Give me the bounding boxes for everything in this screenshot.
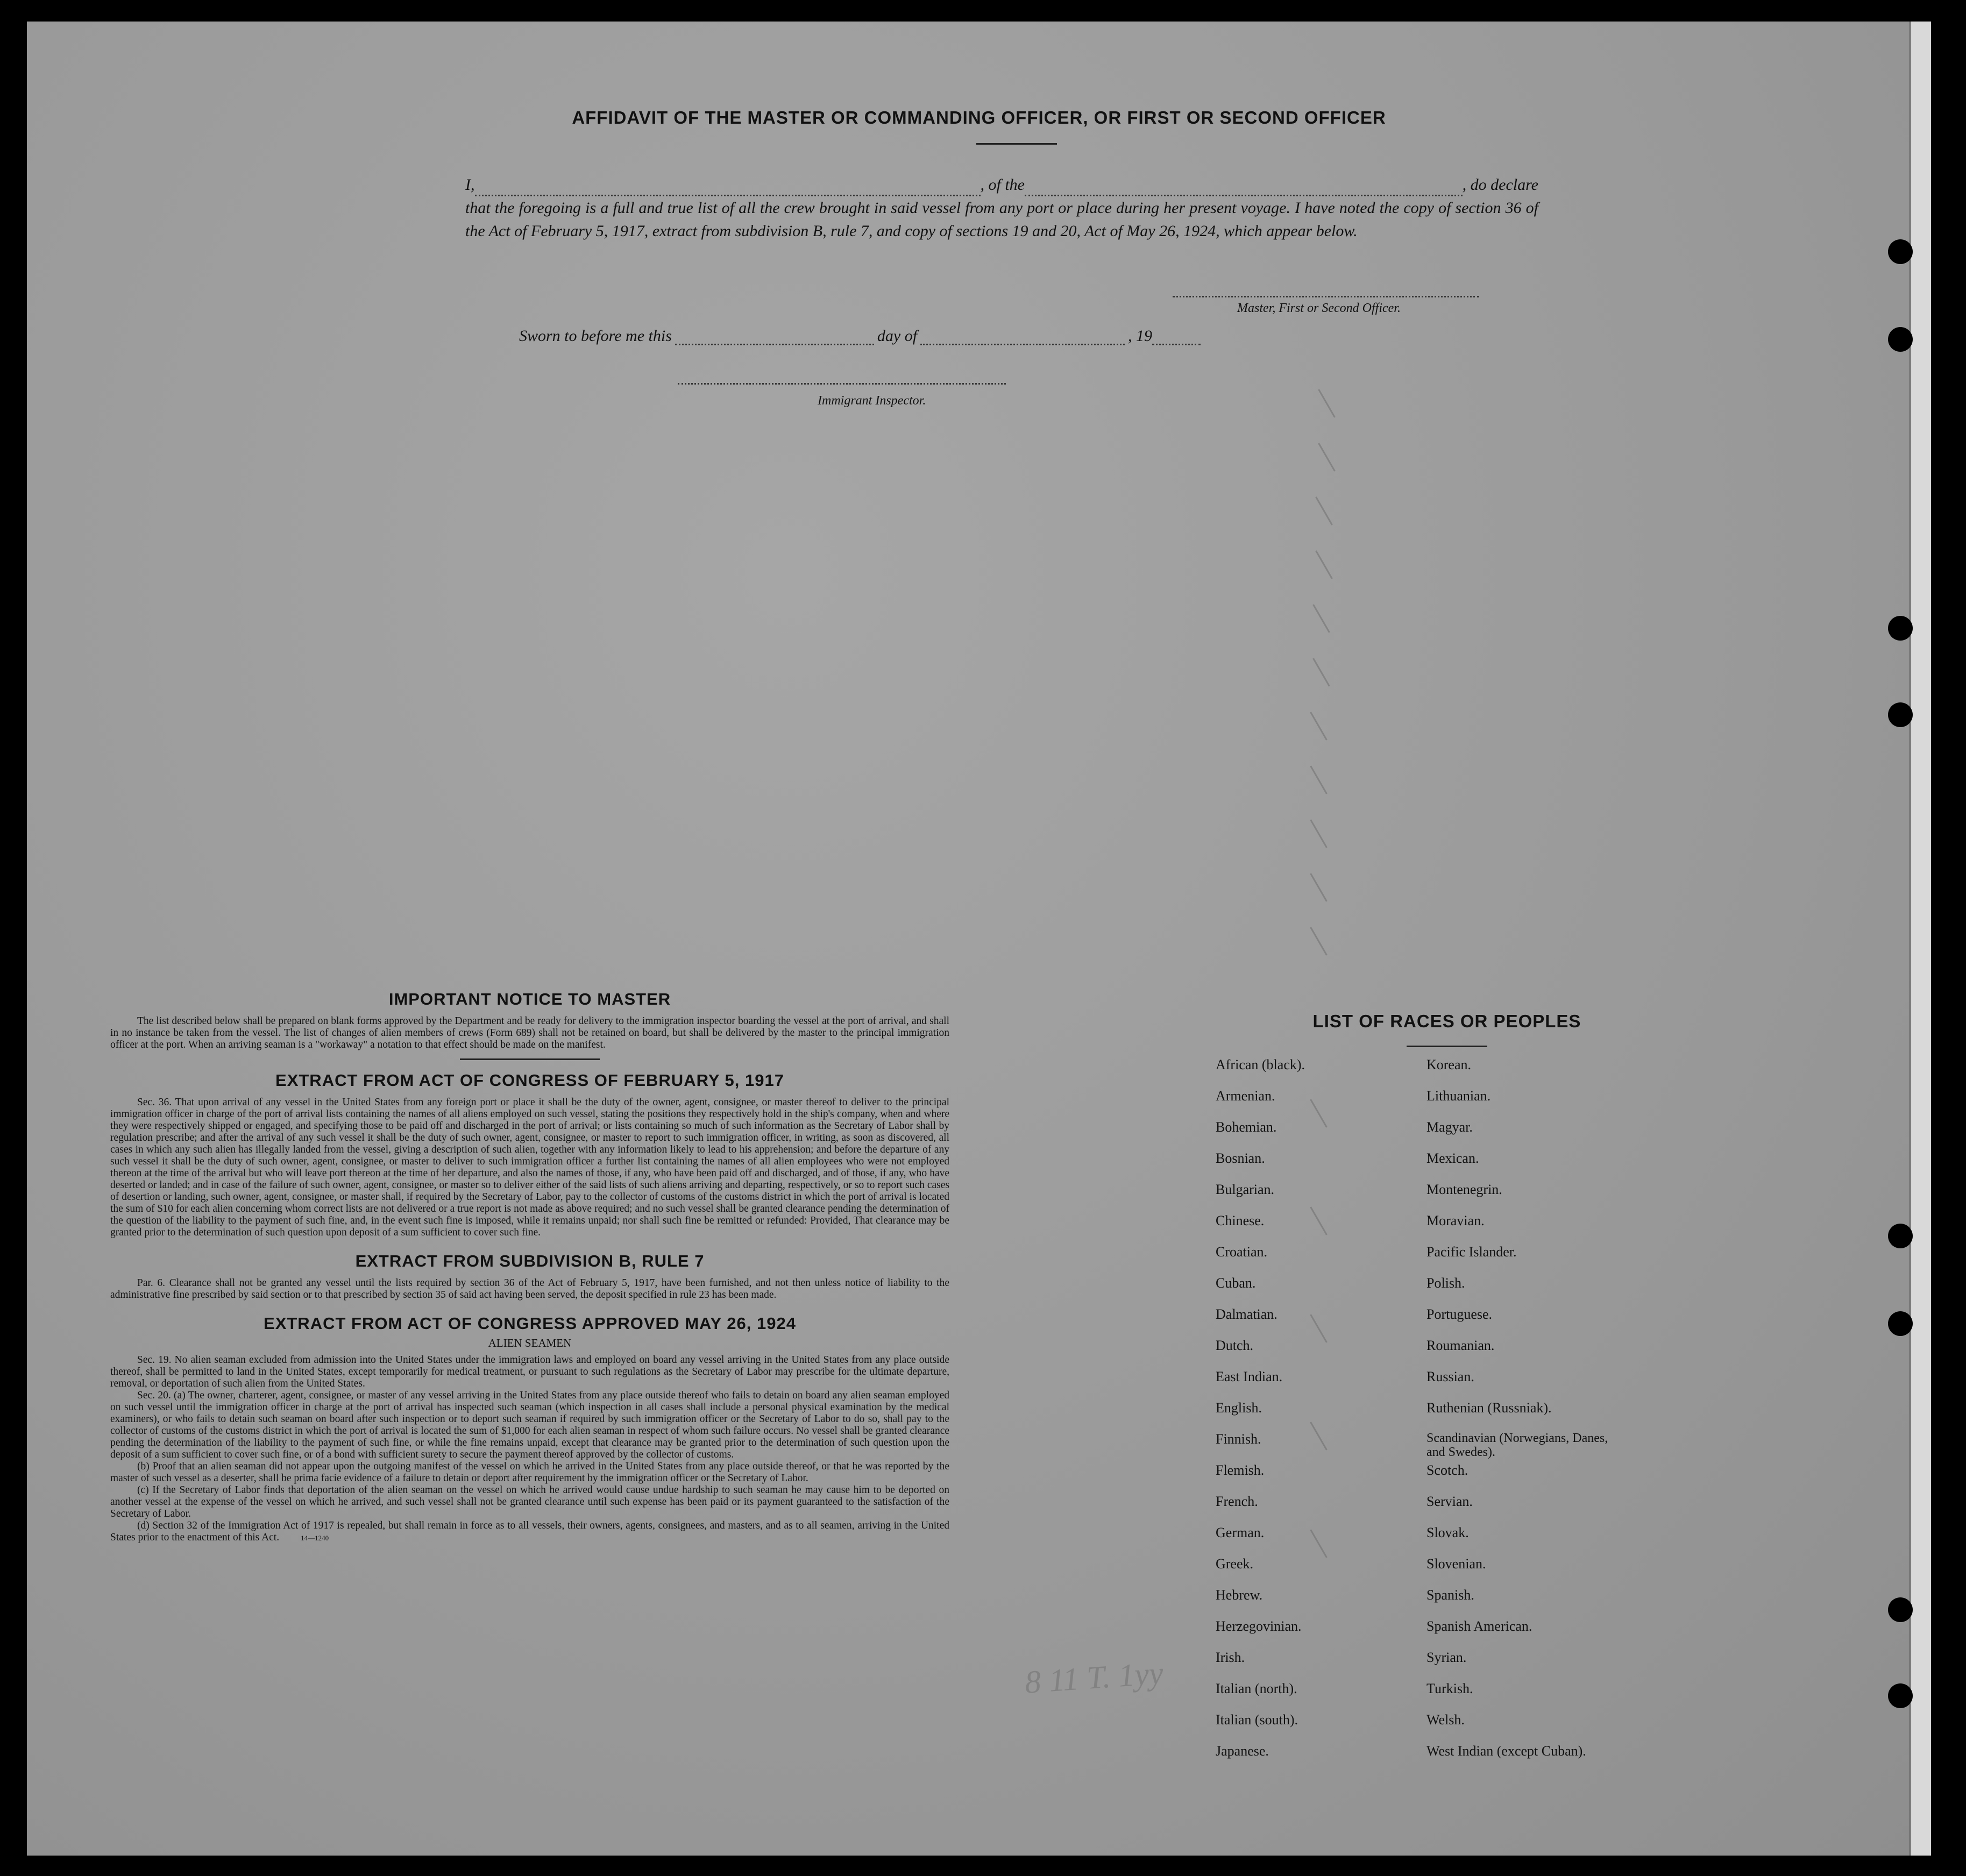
race-item: Japanese. — [1216, 1743, 1269, 1759]
races-column-left — [1216, 1057, 1409, 1783]
race-item: Korean. — [1426, 1057, 1472, 1072]
pencil-mark — [1312, 604, 1330, 633]
signature-line[interactable] — [1173, 296, 1479, 297]
race-item: Slovak. — [1426, 1525, 1469, 1540]
alien-seamen-subtitle: ALIEN SEAMEN — [488, 1337, 572, 1349]
inspector-signature-line[interactable] — [678, 383, 1006, 385]
race-item: Bohemian. — [1216, 1119, 1277, 1135]
pencil-mark — [1310, 927, 1328, 955]
vessel-blank[interactable] — [1025, 187, 1463, 196]
race-item: Ruthenian (Russniak). — [1426, 1400, 1552, 1416]
race-item: Montenegrin. — [1426, 1182, 1502, 1197]
pencil-mark — [1310, 765, 1328, 794]
races-title: LIST OF RACES OR PEOPLES — [1312, 1011, 1581, 1031]
race-item: Bulgarian. — [1216, 1182, 1275, 1197]
pencil-mark — [1315, 550, 1333, 579]
race-item: Dalmatian. — [1216, 1306, 1277, 1322]
race-item: Lithuanian. — [1426, 1088, 1491, 1104]
pencil-mark — [1315, 496, 1333, 525]
sworn-year-blank[interactable] — [1152, 336, 1201, 345]
punch-hole — [1888, 1683, 1913, 1708]
race-item: Roumanian. — [1426, 1338, 1495, 1353]
pencil-mark — [1310, 873, 1328, 901]
race-item: English. — [1216, 1400, 1262, 1416]
sec-20b-text: (b) Proof that an alien seaman did not appear upon the outgoing manifest of the vessel on which he arrived in the United States from any place outside thereof, or that he was reported by the master of such vessel as a deserter, shall be prima facie evidence of a failure to detain or deport after requirement by the immigration officer or the Secretary of Labor. — [110, 1461, 949, 1484]
extract-1917-text: Sec. 36. That upon arrival of any vessel in the United States from any foreign port or place it shall be the duty of the owner, agent, consignee, or master thereof to deliver to the principal immigration officer in charge of the port of arrival lists containing the names of all aliens employed on such vessel, stating the positions they respectively hold in the ship's company, when and where they were respectively shipped or engaged, and specifying those to be paid off and discharged in the port of arrival; or lists containing so much of such information as the Secretary of Labor shall by regulation prescribe; and after the arrival of any such vessel it shall be the duty of such owner, agent, consignee, or master to report to such immigration officer, in writing, as soon as discovered, all cases in which any such alien has illegally landed from the vessel, giving a description of such alien, together with any information likely to lead to his apprehension; and before the departure of any such vessel it shall be the duty of such owner, agent, consignee, or master to deliver to such immigration officer a further list containing the names of all alien employees who were not employed thereon at the time of the arrival but who will leave port thereon at the time of her departure, and also the names of those, if any, who have been paid off and discharged, and of those, if any, who have deserted or landed; and in case of the failure of such owner, agent, consignee, or master so to deliver either of the said lists of such aliens arriving and departing, respectively, or so to report such cases of desertion or landing, such owner, agent, consignee, or master shall, if required by the Secretary of Labor, pay to the collector of customs of the customs district in which the port of arrival is located the sum of $10 for each alien concerning whom correct lists are not delivered or a true report is not made as above required; and no such vessel shall be granted clearance pending the determination of the question of the liability to the payment of such fine, and, in the event such fine is imposed, while it remains unpaid; nor shall such fine be remitted or refunded: Provided, That clearance may be granted prior to the determination of such question upon deposit of a sum sufficient to cover such fine. — [110, 1097, 949, 1238]
sworn-line — [519, 327, 1272, 345]
race-item: Bosnian. — [1216, 1150, 1265, 1166]
race-item: Portuguese. — [1426, 1306, 1493, 1322]
sworn-date-blank[interactable] — [675, 336, 874, 345]
race-item: Armenian. — [1216, 1088, 1275, 1104]
name-blank[interactable] — [475, 187, 981, 196]
sec-20d-text — [110, 1520, 949, 1544]
punch-hole — [1888, 1597, 1913, 1622]
extract-1924-title: EXTRACT FROM ACT OF CONGRESS APPROVED MAY 26, 1924 — [264, 1314, 796, 1333]
divider — [1407, 1046, 1487, 1047]
punch-hole — [1888, 702, 1913, 727]
paper-edge — [1910, 22, 1931, 1856]
pencil-mark — [1318, 389, 1336, 417]
sworn-year: , 19 — [1128, 327, 1153, 345]
affidavit-text: that the foregoing is a full and true list of all the crew brought in said vessel from any port or place during her present voyage. I have noted the copy of section 36 of the Act of February 5, 1917, extract from subdivision B, rule 7, and copy of sections 19 and 20, Act of May 26, 1924, which appear below. — [465, 199, 1538, 240]
affidavit-body — [465, 173, 1538, 243]
extract-rule7-text: Par. 6. Clearance shall not be granted any vessel until the lists required by section 36 of the Act of February 5, 1917, have been furnished, and not then unless notice of liability to the administrative fine prescribed by said section or to that prescribed by section 35 of said act having been served, the deposit specified in rule 23 has been made. — [110, 1277, 949, 1301]
sec-20d-body: (d) Section 32 of the Immigration Act of 1917 is repealed, but shall remain in force as to all vessels, their owners, agents, consignees, and masters, and as to all seamen, arriving in the United States prior to the enactment of this Act. — [110, 1520, 949, 1543]
divider — [976, 143, 1057, 145]
signature-caption: Master, First or Second Officer. — [1237, 301, 1401, 315]
notice-title: IMPORTANT NOTICE TO MASTER — [388, 990, 671, 1008]
handwritten-annotation: 8 11 T. 1yy — [1023, 1655, 1165, 1700]
race-item: Flemish. — [1216, 1462, 1265, 1478]
punch-hole — [1888, 1224, 1913, 1248]
race-item: Servian. — [1426, 1494, 1473, 1509]
sec-20c-text: (c) If the Secretary of Labor finds that deportation of the alien seaman on the vessel on which he arrived would cause undue hardship to such seaman he may cause him to be deported on another vessel at the expense of the vessel on which he arrived, and such vessel shall not be granted clearance until such expense has been paid or its payment guaranteed to the satisfaction of the Secretary of Labor. — [110, 1484, 949, 1519]
race-item: Moravian. — [1426, 1213, 1485, 1228]
punch-hole — [1888, 616, 1913, 641]
punch-hole — [1888, 239, 1913, 264]
race-item: Slovenian. — [1426, 1556, 1486, 1572]
punch-hole — [1888, 327, 1913, 352]
affidavit-do-declare: , do declare — [1462, 176, 1538, 194]
race-item: Greek. — [1216, 1556, 1254, 1572]
race-item: Syrian. — [1426, 1650, 1467, 1665]
race-item: Spanish. — [1426, 1587, 1474, 1603]
race-item: Finnish. — [1216, 1431, 1261, 1447]
sec-20a-text: Sec. 20. (a) The owner, charterer, agent, consignee, or master of any vessel arriving in the United States from any place outside thereof who fails to detain on board any alien seaman employed on such vessel until the immigration officer in charge at the port of arrival has inspected such seaman (which inspection in all cases shall include a personal physical examination by the medical examiners), or who fails to detain such seaman on board after such inspection or to deport such seaman if required by such immigration officer or the Secretary of Labor to do so, shall pay to the collector of customs of the customs district in which the port of arrival is located the sum of $1,000 for each alien seaman in respect of whom such failure occurs. No vessel shall be granted clearance pending the determination of the liability to the payment of such fine, or while the fine remains unpaid, except that clearance may be granted prior to the determination of such question upon the deposit of a sum sufficient to cover such fine, or of a bond with sufficient surety to secure the payment thereof approved by the collector of customs. — [110, 1390, 949, 1460]
notice-text: The list described below shall be prepared on blank forms approved by the Department and be ready for delivery to the immigration inspector boarding the vessel at the port of arrival, and shall in no instance be taken from the vessel. The list of changes of alien members of crews (Form 689) shall not be retained on board, but shall be delivered by the master to the principal immigration officer at the port. When an arriving seaman is a "workaway" a notation to that effect should be made on the manifest. — [110, 1015, 949, 1050]
race-item: Italian (south). — [1216, 1712, 1298, 1728]
sworn-prefix: Sworn to before me this — [519, 327, 672, 345]
pencil-mark — [1318, 443, 1336, 471]
race-item: Turkish. — [1426, 1681, 1473, 1696]
race-item: Hebrew. — [1216, 1587, 1263, 1603]
race-item: Magyar. — [1426, 1119, 1473, 1135]
race-item: Cuban. — [1216, 1275, 1256, 1291]
extract-rule7-title: EXTRACT FROM SUBDIVISION B, RULE 7 — [355, 1252, 705, 1270]
race-item: Pacific Islander. — [1426, 1244, 1517, 1260]
race-item: Welsh. — [1426, 1712, 1465, 1728]
divider — [460, 1058, 600, 1060]
affidavit-of-the: , of the — [980, 176, 1025, 194]
pencil-mark — [1312, 658, 1330, 686]
affidavit-i: I, — [465, 176, 475, 194]
race-item: Chinese. — [1216, 1213, 1265, 1228]
race-item: Dutch. — [1216, 1338, 1254, 1353]
left-column — [110, 990, 949, 1544]
punch-hole — [1888, 1311, 1913, 1336]
inspector-caption: Immigrant Inspector. — [818, 394, 926, 408]
race-item: East Indian. — [1216, 1369, 1283, 1384]
race-item: Mexican. — [1426, 1150, 1479, 1166]
race-item: Scotch. — [1426, 1462, 1468, 1478]
sworn-day-of: day of — [877, 327, 918, 345]
race-item: French. — [1216, 1494, 1258, 1509]
race-item: West Indian (except Cuban). — [1426, 1743, 1586, 1759]
race-item: Herzegovinian. — [1216, 1618, 1302, 1634]
races-column-right — [1426, 1057, 1652, 1783]
form-number: 14—1240 — [301, 1534, 329, 1542]
race-item: Croatian. — [1216, 1244, 1268, 1260]
race-item: Polish. — [1426, 1275, 1465, 1291]
extract-1917-title: EXTRACT FROM ACT OF CONGRESS OF FEBRUARY 5, 1917 — [275, 1071, 784, 1090]
race-item: Irish. — [1216, 1650, 1245, 1665]
document-sheet — [27, 22, 1931, 1856]
race-item: Russian. — [1426, 1369, 1474, 1384]
race-item: Italian (north). — [1216, 1681, 1297, 1696]
sec-19-text: Sec. 19. No alien seaman excluded from admission into the United States under the immigration laws and employed on board any vessel arriving in the United States from any place outside thereof, shall be permitted to land in the United States, except temporarily for medical treatment, or pursuant to such regulations as the Secretary of Labor may prescribe for the ultimate departure, removal, or deportation of such alien from the United States. — [110, 1354, 949, 1389]
pencil-mark — [1310, 819, 1328, 848]
race-item: Spanish American. — [1426, 1618, 1532, 1634]
race-item: African (black). — [1216, 1057, 1305, 1072]
race-item: German. — [1216, 1525, 1265, 1540]
race-item: Scandinavian (Norwegians, Danes, and Swedes). — [1426, 1431, 1608, 1459]
affidavit-title: AFFIDAVIT OF THE MASTER OR COMMANDING OFFICER, OR FIRST OR SECOND OFFICER — [572, 108, 1386, 127]
sworn-month-blank[interactable] — [920, 336, 1125, 345]
pencil-mark — [1310, 712, 1328, 740]
